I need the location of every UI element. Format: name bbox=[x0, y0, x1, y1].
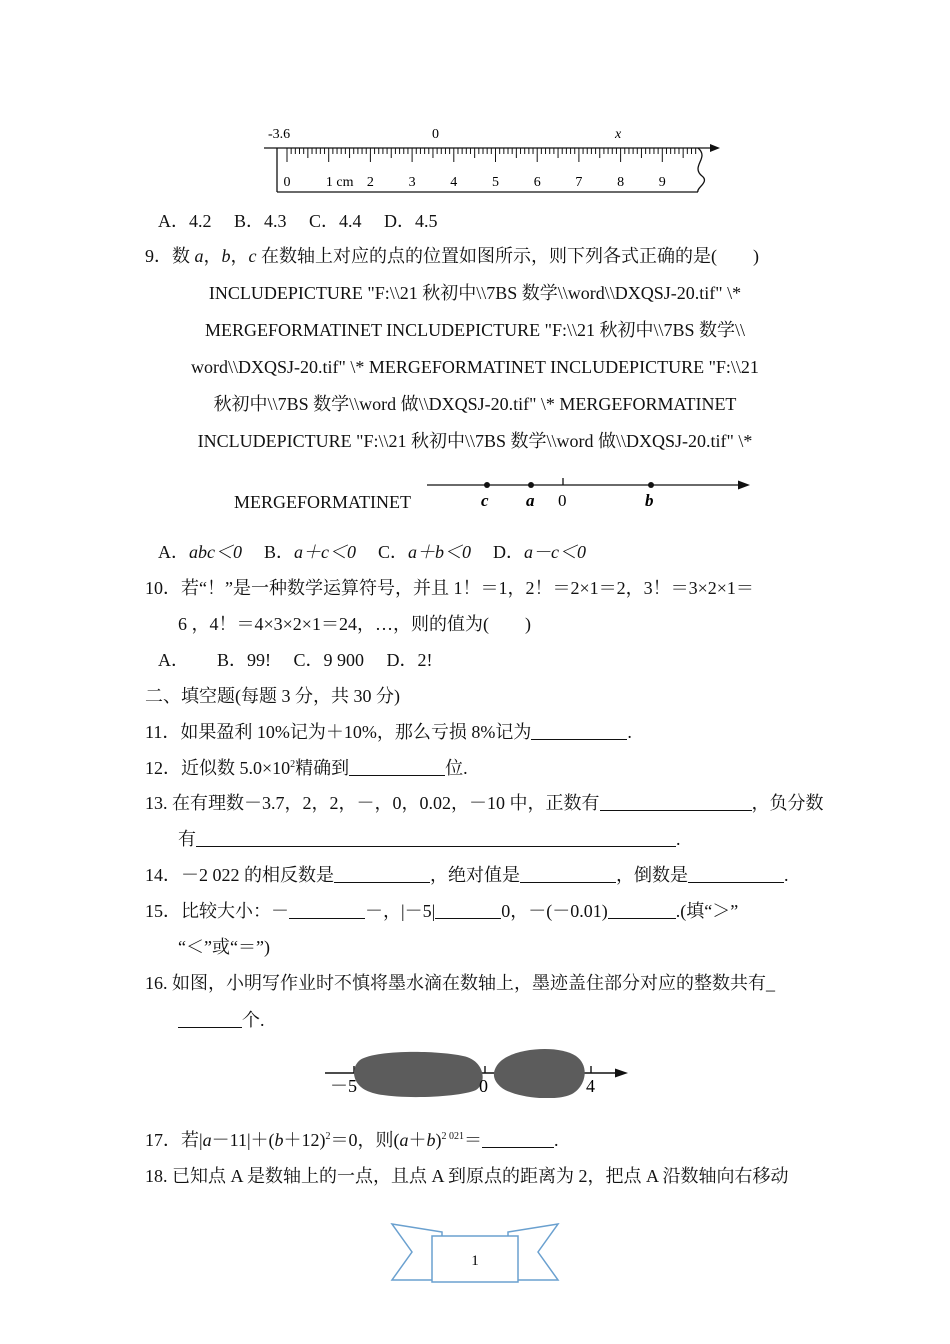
q14-opposite-blank[interactable] bbox=[334, 864, 430, 883]
q14-abs-blank[interactable] bbox=[520, 864, 616, 883]
q16-blank[interactable] bbox=[178, 1009, 242, 1028]
q17-b: －11|＋( bbox=[211, 1130, 275, 1150]
q13-positive-blank[interactable] bbox=[600, 792, 752, 811]
q9-opt-c-expr: a＋b＜0 bbox=[408, 542, 472, 562]
ruler-number: 3 bbox=[408, 175, 416, 190]
q9-sep2: ， bbox=[230, 246, 249, 266]
ruler-number: 0 bbox=[283, 175, 291, 190]
q15-blank-3[interactable] bbox=[608, 900, 676, 919]
section-2-heading: 二、填空题(每题 3 分，共 30 分) bbox=[145, 686, 400, 706]
q13-line1 bbox=[145, 791, 824, 815]
q9-opt-c-letter: C． bbox=[378, 542, 409, 562]
ink-blot-right bbox=[494, 1049, 585, 1098]
q9-opt-a-letter: A． bbox=[158, 542, 189, 562]
q9-opt-b-letter: B． bbox=[264, 542, 295, 562]
q14-a: 14．－2 022 的相反数是 bbox=[145, 865, 334, 885]
point-b bbox=[648, 482, 654, 488]
ruler-label-zero: 0 bbox=[432, 127, 439, 142]
q12 bbox=[145, 756, 468, 780]
ruler-break-edge bbox=[698, 148, 705, 192]
ruler-number: 4 bbox=[450, 175, 458, 190]
q9-options bbox=[158, 540, 586, 564]
q10-line2: 6 ，4！＝4×3×2×1＝24，…，则的值为( ) bbox=[178, 614, 531, 634]
ruler-label-x: x bbox=[615, 127, 622, 142]
q9-opt-d-letter: D． bbox=[493, 542, 525, 562]
ruler-number: 6 bbox=[533, 175, 541, 190]
q9-var-b: b bbox=[221, 246, 231, 266]
q15-b: －，|－5| bbox=[365, 901, 436, 921]
q17 bbox=[145, 1128, 559, 1152]
q17-var-a: a bbox=[202, 1130, 212, 1150]
label-a: a bbox=[526, 491, 535, 510]
q17-f: ) bbox=[435, 1130, 442, 1150]
q11-end: . bbox=[627, 722, 632, 742]
field-code-line-4: 秋初中\\7BS 数学\\word 做\\DXQSJ-20.tif" \* MERGEFORMATINET bbox=[213, 394, 737, 414]
q12-mid: 精确到 bbox=[295, 758, 350, 778]
ink-axis-arrow bbox=[615, 1069, 628, 1078]
q10-opt-rest: B．99! C．9 900 D．2! bbox=[217, 650, 433, 670]
ink-blot-left bbox=[354, 1052, 483, 1097]
ink-number-line bbox=[320, 1042, 640, 1098]
q15-a: 15．比较大小：－ bbox=[145, 901, 289, 921]
q15-blank-2[interactable] bbox=[435, 900, 501, 919]
ruler-arrow bbox=[710, 144, 720, 152]
label-b: b bbox=[645, 491, 654, 510]
q9-stem-b: 在数轴上对应的点的位置如图所示，则下列各式正确的是( ) bbox=[256, 246, 759, 266]
q15-line2: “＜”或“＝”) bbox=[178, 937, 270, 957]
q16-line2 bbox=[178, 1008, 265, 1032]
field-code-line-3: word\\DXQSJ-20.tif" \* MERGEFORMATINET INCLUDEPICTURE "F:\\21 bbox=[191, 357, 759, 377]
q13-mid: ，负分数 bbox=[751, 793, 824, 813]
q14-end: . bbox=[784, 865, 789, 885]
q17-c: ＋12) bbox=[283, 1130, 326, 1150]
q9-opt-a-expr: abc＜0 bbox=[189, 542, 242, 562]
q17-end: . bbox=[554, 1130, 559, 1150]
ruler-number: 9 bbox=[658, 175, 666, 190]
q11 bbox=[145, 720, 632, 744]
q17-var-b2: b bbox=[426, 1130, 436, 1150]
q12-exp: 2 bbox=[290, 759, 296, 770]
field-code-line-2: MERGEFORMATINET INCLUDEPICTURE "F:\\21 秋初中\\7BS 数学\\ bbox=[204, 320, 746, 340]
q10-options bbox=[158, 648, 433, 672]
q15-d: .(填“＞” bbox=[675, 901, 739, 921]
q11-text: 11．如果盈利 10%记为＋10%，那么亏损 8%记为 bbox=[145, 722, 532, 742]
q9-var-a: a bbox=[194, 246, 204, 266]
page-number: 1 bbox=[471, 1253, 479, 1269]
q11-blank[interactable] bbox=[531, 721, 627, 740]
field-code-line-1: INCLUDEPICTURE "F:\\21 秋初中\\7BS 数学\\word\\DXQSJ-20.tif" \* bbox=[208, 283, 742, 303]
q13-line2 bbox=[178, 827, 681, 851]
q13-negative-blank[interactable] bbox=[196, 828, 676, 847]
ruler-label-neg36: -3.6 bbox=[268, 127, 291, 142]
ruler-number: 1 cm bbox=[325, 175, 354, 190]
q17-g: ＝ bbox=[464, 1130, 483, 1150]
q9-opt-d-expr: a－c＜0 bbox=[524, 542, 587, 562]
q12-pre: 12．近似数 5.0×10 bbox=[145, 758, 291, 778]
q17-a: 17．若| bbox=[145, 1130, 203, 1150]
q15-blank-1[interactable] bbox=[289, 900, 365, 919]
ruler-number: 5 bbox=[492, 175, 499, 190]
q17-e: ＋ bbox=[408, 1130, 427, 1150]
q16-end: 个. bbox=[242, 1010, 265, 1030]
q14-c: ，倒数是 bbox=[616, 865, 688, 885]
ruler-figure bbox=[258, 120, 728, 200]
q9-opt-b-expr: a＋c＜0 bbox=[294, 542, 357, 562]
q13-line2-text: 有 bbox=[178, 829, 196, 849]
label-neg5: －5 bbox=[330, 1076, 357, 1096]
q12-end: 位. bbox=[445, 758, 468, 778]
q9-stem-a: 数 bbox=[172, 246, 195, 266]
q10-line1: 10．若“！”是一种数学运算符号，并且 1！＝1，2！＝2×1＝2，3！＝3×2×1＝ bbox=[145, 578, 754, 598]
q14-b: ，绝对值是 bbox=[430, 865, 520, 885]
q9-var-c: c bbox=[248, 246, 257, 266]
q14-reciprocal-blank[interactable] bbox=[688, 864, 784, 883]
ruler-numbers bbox=[284, 175, 666, 190]
label-four: 4 bbox=[586, 1076, 595, 1096]
q9-axis-arrow bbox=[738, 481, 750, 490]
ruler-number: 7 bbox=[575, 175, 583, 190]
point-c bbox=[484, 482, 490, 488]
q17-d: ＝0，则( bbox=[330, 1130, 400, 1150]
q9-number-line bbox=[425, 472, 755, 516]
field-code-line-6: MERGEFORMATINET bbox=[234, 492, 412, 512]
page-number-ribbon bbox=[390, 1218, 560, 1288]
ruler-number: 8 bbox=[617, 175, 625, 190]
q8-options: A．4.2 B．4.3 C．4.4 D．4.5 bbox=[158, 211, 438, 231]
q16-line1: 16. 如图，小明写作业时不慎将墨水滴在数轴上，墨迹盖住部分对应的整数共有_ bbox=[145, 973, 775, 993]
q9-stem bbox=[145, 244, 759, 268]
q12-blank[interactable] bbox=[349, 757, 445, 776]
q13-text: 13. 在有理数－3.7，2，2，－，0，0.02，－10 中，正数有 bbox=[145, 793, 600, 813]
ruler-number: 2 bbox=[366, 175, 374, 190]
q17-var-a2: a bbox=[399, 1130, 409, 1150]
q15-c: 0，－(－0.01) bbox=[501, 901, 608, 921]
field-code-line-5: INCLUDEPICTURE "F:\\21 秋初中\\7BS 数学\\word 做\\DXQSJ-20.tif" \* bbox=[197, 431, 753, 451]
point-a bbox=[528, 482, 534, 488]
q17-exp-year: 2 021 bbox=[441, 1131, 465, 1142]
q13-end: . bbox=[676, 829, 681, 849]
label-c: c bbox=[481, 491, 489, 510]
label-zero: 0 bbox=[558, 491, 567, 510]
label-zero-ink: 0 bbox=[479, 1076, 488, 1096]
q10-opt-a: A． bbox=[158, 650, 189, 670]
q17-blank[interactable] bbox=[482, 1129, 554, 1148]
ruler-ticks bbox=[287, 148, 696, 162]
q14 bbox=[145, 863, 789, 887]
q15-line1 bbox=[145, 899, 738, 923]
q17-exp2: 2 bbox=[325, 1131, 331, 1142]
q9-number: 9． bbox=[145, 246, 172, 266]
q18-line1: 18. 已知点 A 是数轴上的一点，且点 A 到原点的距离为 2，把点 A 沿数轴向右移动 bbox=[145, 1166, 789, 1186]
q17-var-b: b bbox=[274, 1130, 284, 1150]
q9-sep1: ， bbox=[203, 246, 222, 266]
